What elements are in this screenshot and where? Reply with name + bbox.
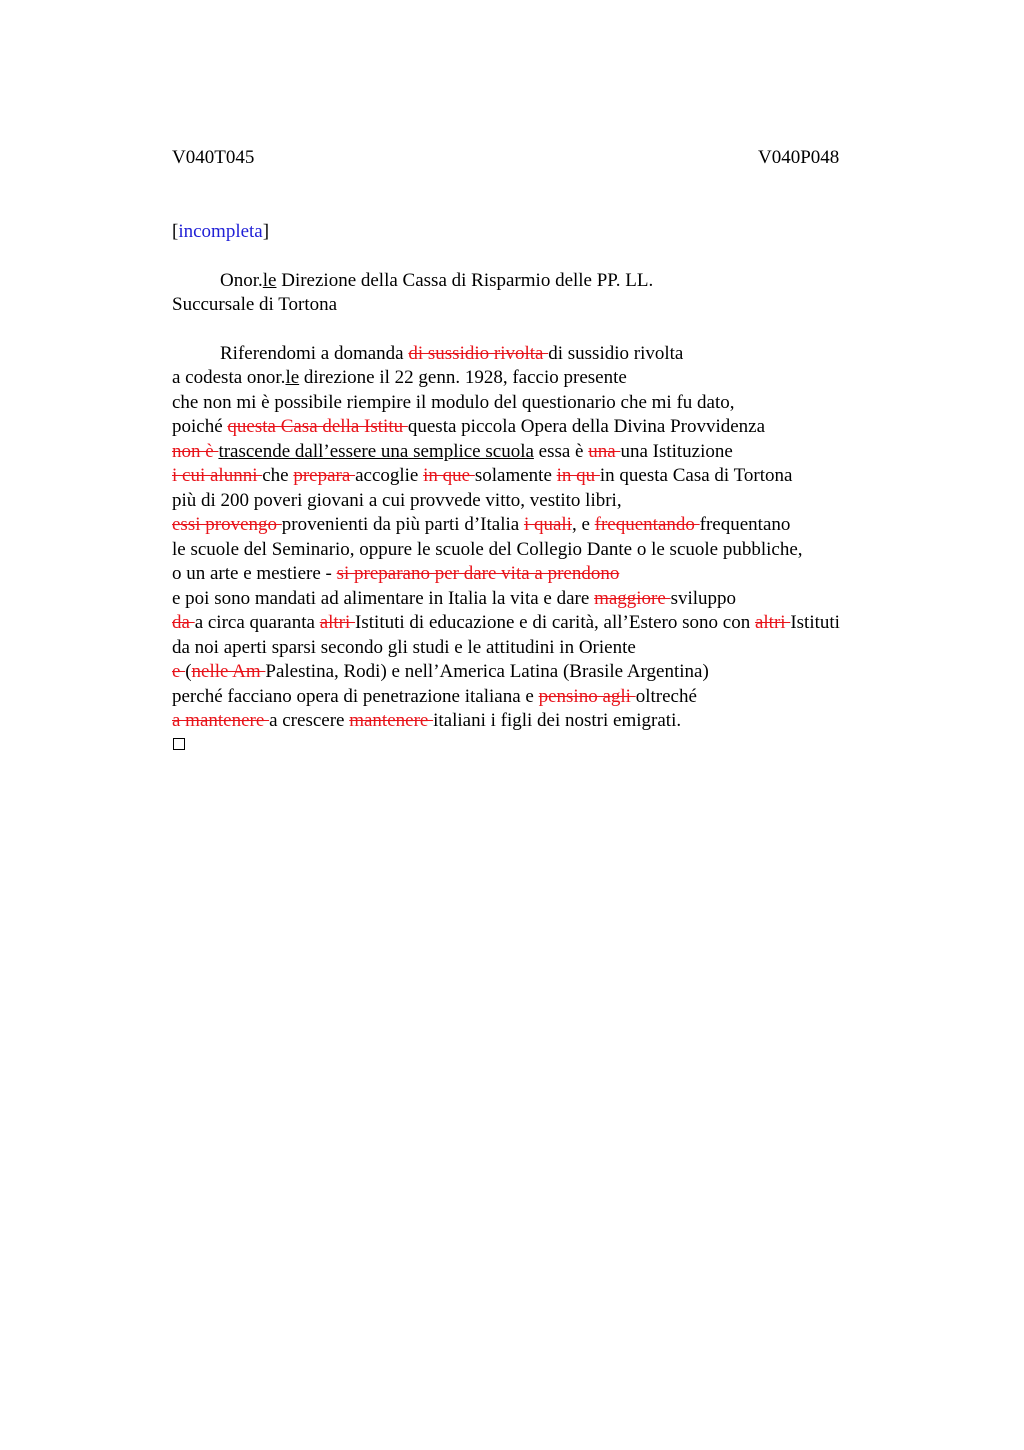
text-line: e (nelle Am Palestina, Rodi) e nell’America Latina (Brasile Argentina)	[172, 661, 709, 682]
text-line: da a circa quaranta altri Istituti di educazione e di carità, all’Estero sono con altri Istituti	[172, 612, 840, 633]
text-line: poiché questa Casa della Istitu questa piccola Opera della Divina Provvidenza	[172, 416, 766, 437]
text-line: che non mi è possibile riempire il modulo del questionario che mi fu dato,	[172, 392, 735, 413]
address-line-1: Onor.le Direzione della Cassa di Risparmio delle PP. LL.	[220, 270, 654, 291]
document-code-left: V040T045	[172, 147, 255, 168]
text-line: non è trascende dall’essere una semplice scuola essa è una una Istituzione	[172, 441, 733, 462]
text-line: i cui alunni che prepara accoglie in que solamente in qu in questa Casa di Tortona	[172, 465, 793, 486]
text-line: a mantenere a crescere mantenere italiani i figli dei nostri emigrati.	[172, 710, 682, 731]
text-line: da noi aperti sparsi secondo gli studi e le attitudini in Oriente	[172, 637, 636, 658]
text-line: e poi sono mandati ad alimentare in Italia la vita e dare maggiore sviluppo	[172, 588, 737, 609]
status-label: incompleta	[178, 221, 263, 242]
status-note: [incompleta]	[172, 221, 270, 242]
text-line: più di 200 poveri giovani a cui provvede vitto, vestito libri,	[172, 490, 622, 511]
address-line-2: Succursale di Tortona	[172, 294, 338, 315]
text-line: perché facciano opera di penetrazione italiana e pensino agli oltreché	[172, 686, 697, 707]
document-code-right: V040P048	[758, 147, 840, 168]
checkbox-square-icon	[173, 738, 185, 750]
text-line: Riferendomi a domanda di sussidio rivolta di sussidio rivolta	[220, 343, 684, 364]
text-line: le scuole del Seminario, oppure le scuole del Collegio Dante o le scuole pubbliche,	[172, 539, 803, 560]
text-line: a codesta onor.le direzione il 22 genn. 1928, faccio presente	[172, 367, 627, 388]
text-line: essi provengo provenienti da più parti d’Italia i quali, e frequentando frequentano	[172, 514, 791, 535]
text-line: o un arte e mestiere - si preparano per dare vita a prendono	[172, 563, 620, 584]
